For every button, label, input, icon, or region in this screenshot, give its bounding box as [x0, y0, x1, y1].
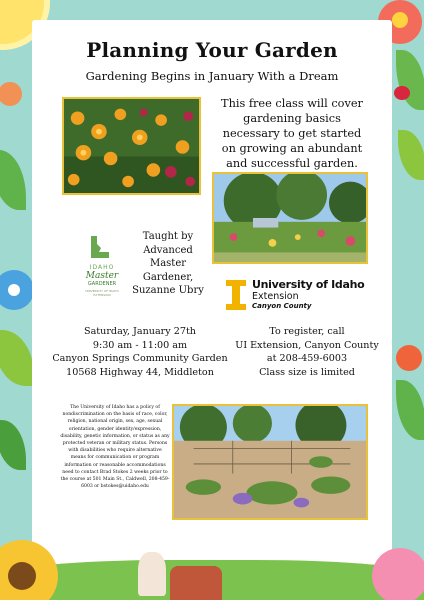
leaf-decoration — [0, 420, 26, 470]
class-description: This free class will cover gardening basics necessary to get started on growing an abundant and successful garden. — [221, 97, 363, 170]
ui-logo-extension: Extension — [252, 291, 299, 302]
registration-phone: at 208-459-6003 — [266, 353, 348, 364]
flower-decoration — [396, 345, 422, 371]
instructor-line: Advanced — [143, 244, 193, 256]
community-garden-photo — [212, 172, 368, 264]
registration-line: UI Extension, Canyon County — [235, 339, 379, 351]
event-venue: Canyon Springs Community Garden — [52, 353, 228, 364]
event-address: 10568 Highway 44, Middleton — [66, 366, 214, 378]
master-gardener-logo-line4: UNIVERSITY OF IDAHO EXTENSION — [85, 289, 119, 297]
registration-note: Class size is limited — [259, 366, 355, 378]
leaf-decoration — [396, 50, 424, 110]
leaf-decoration — [398, 130, 424, 180]
bunny-decoration — [138, 552, 166, 596]
university-of-idaho-logo — [226, 278, 376, 312]
event-details — [52, 325, 228, 379]
flower-decoration — [392, 12, 408, 28]
registration-info — [232, 325, 382, 379]
instructor-line: Master — [149, 258, 187, 269]
event-time: 9:30 am - 11:00 am — [92, 339, 188, 351]
registration-line: To register, call — [269, 326, 345, 337]
event-date: Saturday, January 27th — [84, 326, 196, 337]
master-gardener-logo-line2: Master — [85, 271, 119, 281]
flower-decoration — [8, 284, 20, 296]
leaf-decoration — [396, 380, 424, 440]
instructor-name: Suzanne Ubry — [132, 285, 204, 296]
idaho-state-icon — [87, 234, 113, 260]
master-gardener-logo-line1: IDAHO — [89, 264, 115, 271]
university-i-icon — [226, 280, 246, 310]
flower-decoration — [0, 82, 22, 106]
leaf-decoration — [0, 330, 34, 386]
master-gardener-logo — [83, 234, 121, 300]
instructor-line: Gardener, — [142, 271, 194, 283]
master-gardener-logo-line3: GARDENER — [87, 281, 117, 287]
dahlia-garden-photo — [62, 97, 201, 195]
leaf-decoration — [0, 150, 26, 210]
nondiscrimination-policy: The University of Idaho has a policy of nondiscrimination on the basis of race, color, religion, national origin, sex, age, sexual orientation, gender identity/expression, disability, genetic information, or status as any protected veteran or military status. Persons with disabilities who require alternative means for communication or program information or reasonable accommodations need to contact Brad Stokes 2 weeks prior to the course at 501 Main St., Caldwell, 208-459-6003 or bstokes@uidaho.edu — [60, 405, 170, 490]
page-title: Planning Your Garden — [86, 38, 338, 62]
ui-logo-county: Canyon County — [252, 302, 312, 310]
ladybug-decoration — [394, 86, 410, 100]
instructor-line: Taught by — [142, 231, 194, 242]
sunflower-center — [8, 562, 36, 590]
instructor-info — [128, 230, 208, 298]
raised-beds-photo — [172, 404, 368, 520]
flower-decoration — [372, 548, 424, 600]
ui-logo-name: University of Idaho — [252, 278, 365, 291]
page-subtitle: Gardening Begins in January With a Dream — [85, 69, 339, 83]
tree-stump-decoration — [170, 566, 222, 600]
